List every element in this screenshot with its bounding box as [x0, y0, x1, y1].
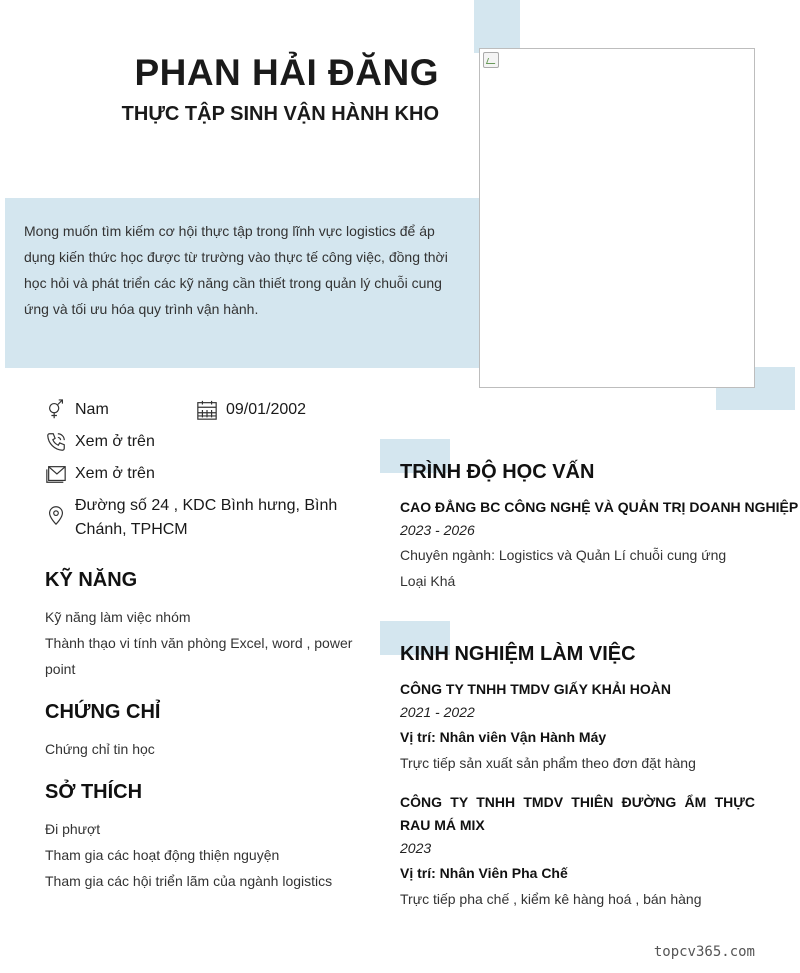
list-item: Đi phượt	[45, 821, 101, 837]
location-pin-icon	[45, 504, 67, 526]
job-role: Vị trí: Nhân Viên Pha Chế	[400, 865, 568, 881]
email-value: Xem ở trên	[75, 465, 155, 482]
education-grade: Loại Khá	[400, 573, 456, 589]
list-item: Tham gia các hội triển lãm của ngành logistics	[45, 873, 333, 889]
address-row	[45, 494, 345, 542]
list-item: Kỹ năng làm việc nhóm	[45, 609, 191, 625]
experience-period: 2021 - 2022	[400, 704, 475, 720]
email-row	[45, 462, 155, 486]
site-watermark: topcv365.com	[653, 944, 755, 960]
phone-value: Xem ở trên	[75, 433, 155, 450]
certificates-heading: CHỨNG CHỈ	[45, 701, 161, 723]
dob-row	[196, 398, 306, 422]
calendar-icon	[196, 399, 218, 421]
phone-row	[45, 430, 155, 454]
company-name: CÔNG TY TNHH TMDV GIẤY KHẢI HOÀN	[400, 681, 671, 697]
broken-image-icon	[483, 52, 499, 68]
career-objective: Mong muốn tìm kiếm cơ hội thực tập trong lĩnh vực logistics để áp dụng kiến thức học được từ trường vào thực tế công việc, đồng thời học hỏi và phát triển các kỹ năng cần thiết trong quản lý chuỗi cung ứng và tối ưu hóa quy trình vận hành.	[24, 223, 448, 317]
experience-entry	[400, 791, 755, 912]
hobbies-heading: SỞ THÍCH	[45, 781, 143, 803]
phone-icon	[45, 431, 67, 453]
candidate-name: PHAN HẢI ĐĂNG	[134, 52, 439, 93]
experience-period: 2023	[400, 840, 432, 856]
skills-list	[45, 604, 365, 682]
job-role: Vị trí: Nhân viên Vận Hành Máy	[400, 729, 607, 745]
hobbies-list	[45, 816, 365, 894]
decor-block-top	[474, 0, 520, 53]
gender-icon	[45, 399, 67, 421]
education-heading: TRÌNH ĐỘ HỌC VẤN	[400, 461, 595, 483]
job-description: Trực tiếp pha chế , kiểm kê hàng hoá , bán hàng	[400, 891, 702, 907]
envelope-icon	[45, 463, 67, 485]
profile-photo	[479, 48, 755, 388]
list-item: Tham gia các hoạt động thiện nguyện	[45, 847, 280, 863]
education-entry	[400, 496, 799, 594]
certificates-list	[45, 736, 365, 762]
experience-entry	[400, 678, 755, 776]
gender-value: Nam	[75, 401, 109, 418]
gender-row	[45, 398, 109, 422]
school-name: CAO ĐẲNG BC CÔNG NGHỆ VÀ QUẢN TRỊ DOANH NGHIỆP	[400, 499, 799, 515]
education-major: Chuyên ngành: Logistics và Quản Lí chuỗi cung ứng	[400, 547, 727, 563]
education-period: 2023 - 2026	[400, 522, 475, 538]
job-description: Trực tiếp sản xuất sản phẩm theo đơn đặt hàng	[400, 755, 696, 771]
address-value: Đường số 24 , KDC Bình hưng, Bình Chánh, TPHCM	[75, 497, 338, 538]
skills-heading: KỸ NĂNG	[45, 569, 138, 591]
company-name: CÔNG TY TNHH TMDV THIÊN ĐƯỜNG ẨM THỰC RAU MÁ MIX	[400, 794, 755, 833]
experience-heading: KINH NGHIỆM LÀM VIỆC	[400, 643, 636, 665]
dob-value: 09/01/2002	[226, 401, 307, 418]
list-item: Chứng chỉ tin học	[45, 741, 155, 757]
job-title: THỰC TẬP SINH VẬN HÀNH KHO	[121, 103, 439, 125]
list-item: Thành thạo vi tính văn phòng Excel, word , power point	[45, 635, 353, 677]
